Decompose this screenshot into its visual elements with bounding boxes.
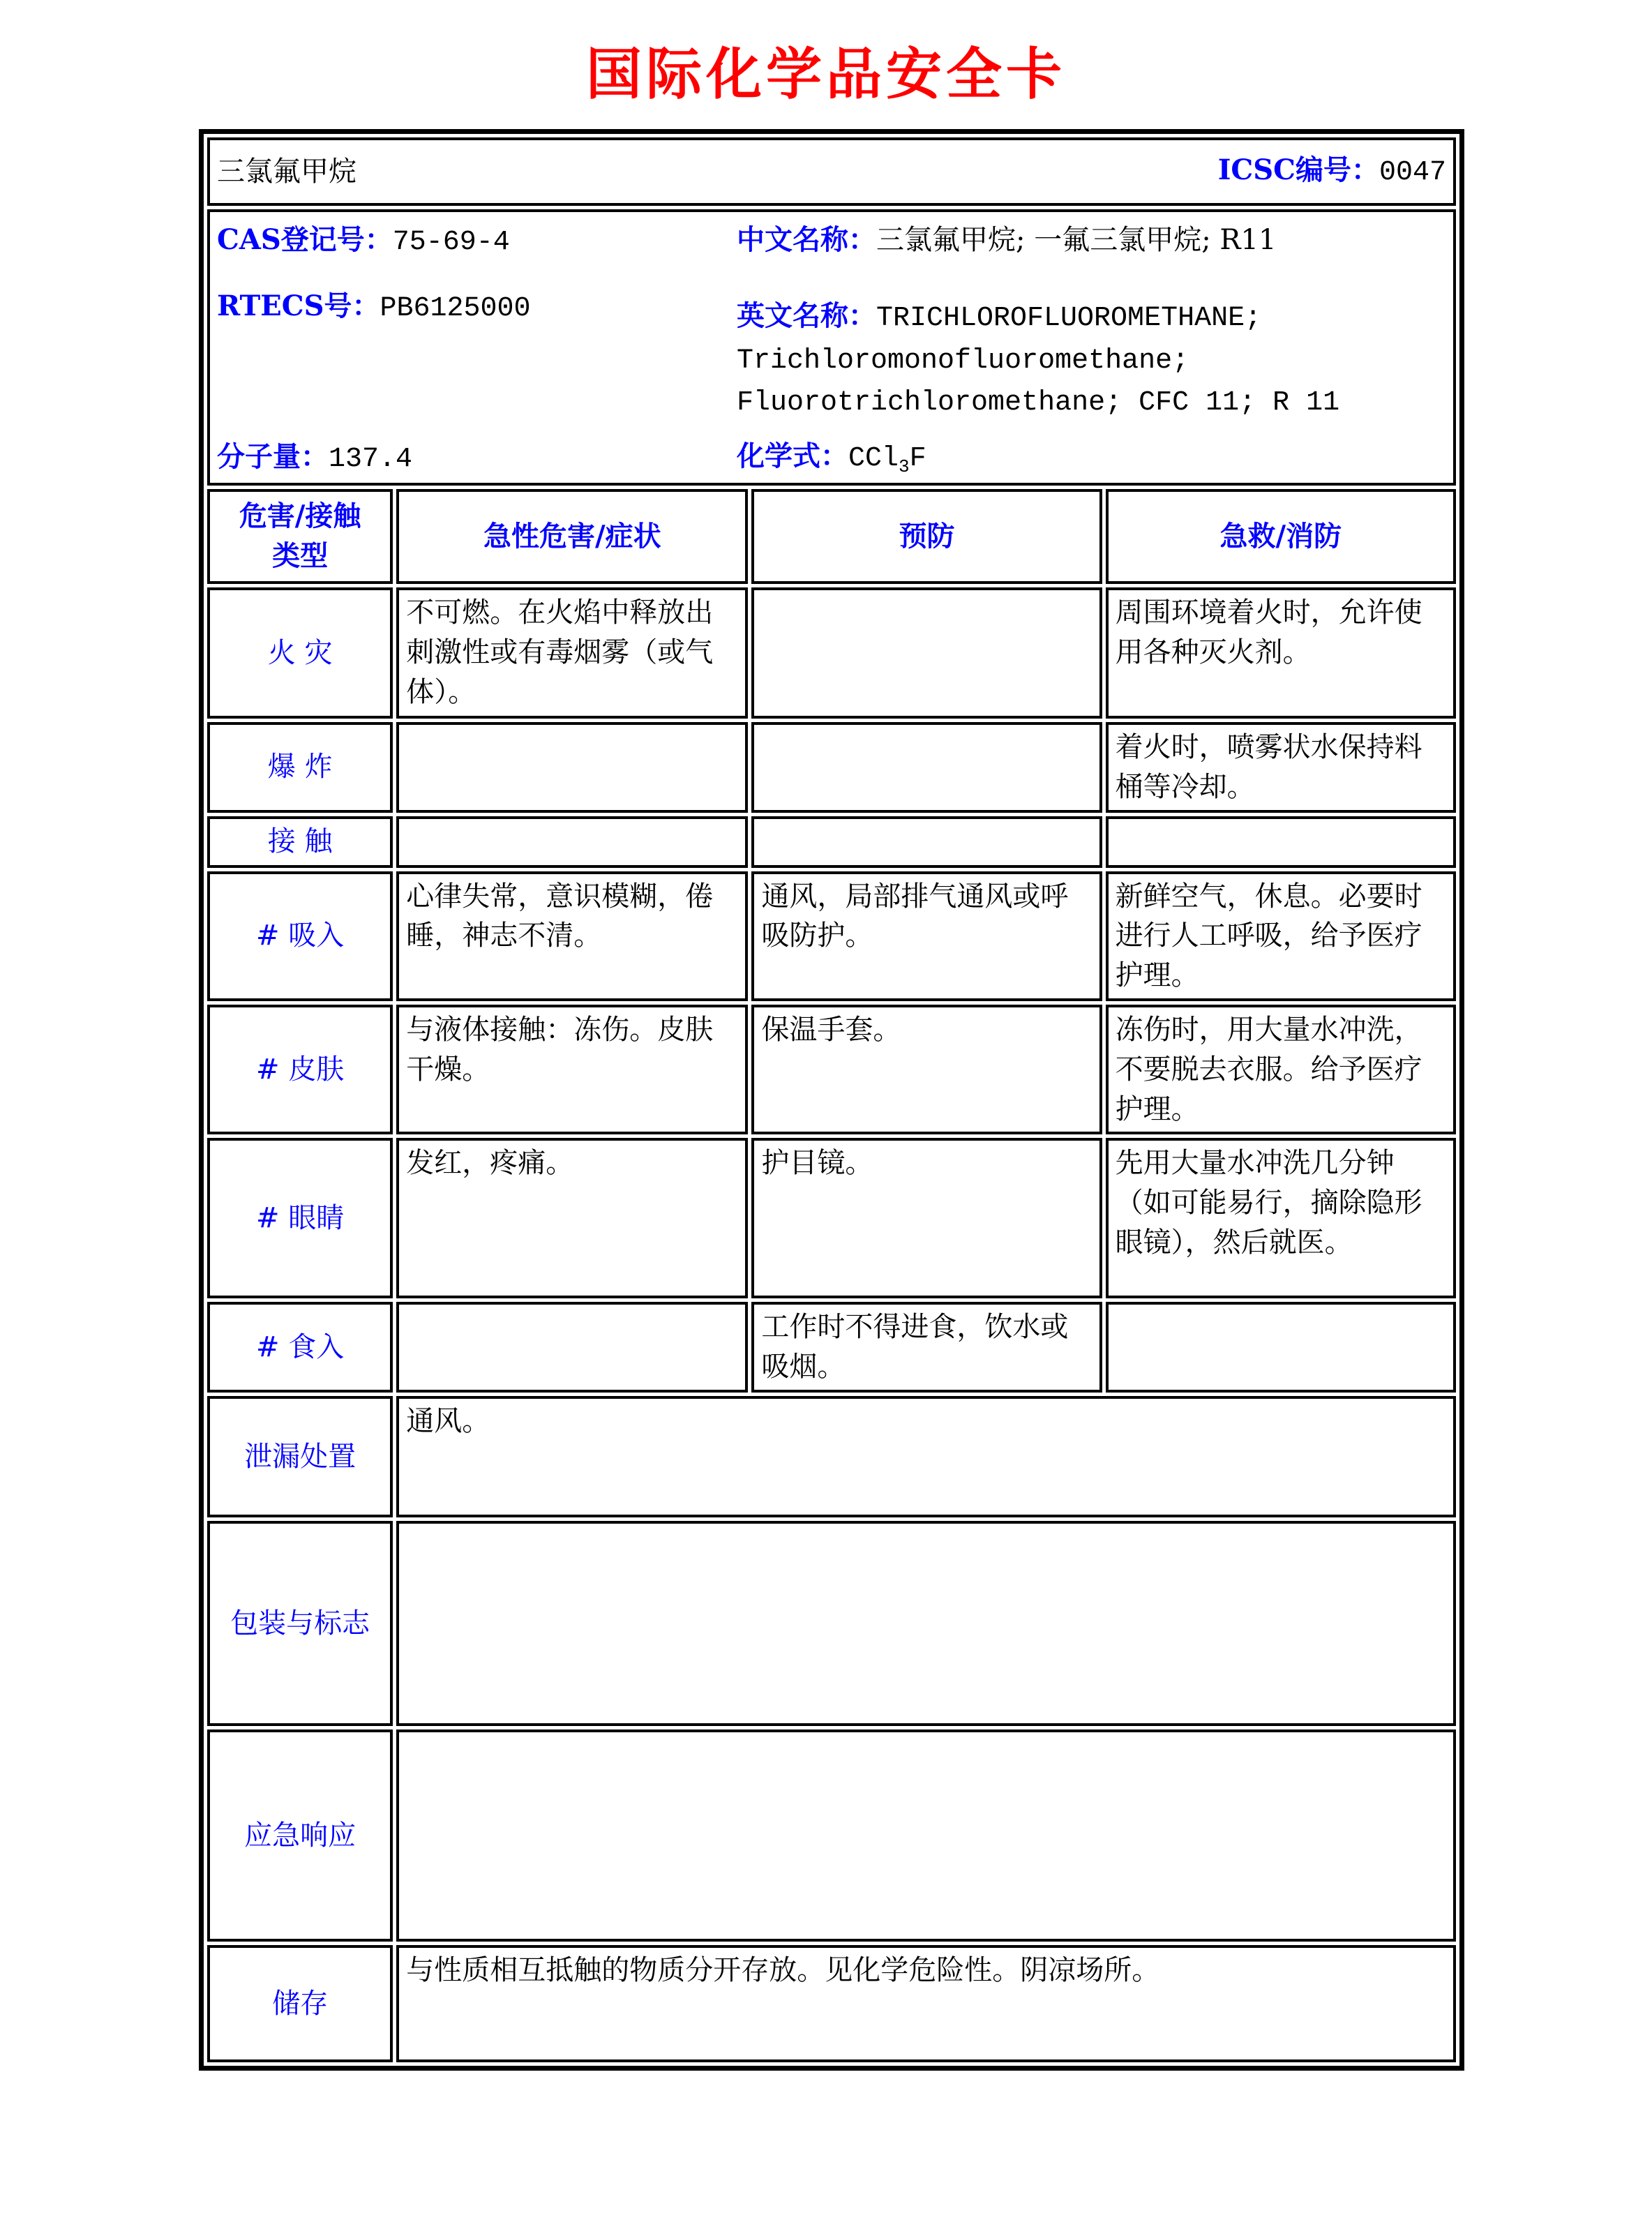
cas-label: CAS登记号： xyxy=(217,223,393,256)
explosion-symptoms-cell xyxy=(396,722,748,813)
table-row xyxy=(207,722,1456,813)
row-label-fire: 火 灾 xyxy=(207,587,393,719)
prevention-header: 预防 xyxy=(751,489,1102,584)
identifiers-row xyxy=(207,209,1456,486)
icsc-number-group xyxy=(1218,151,1446,193)
table-row xyxy=(207,1138,1456,1298)
molecular-weight-value: 137.4 xyxy=(329,444,413,476)
emergency-response-content xyxy=(396,1729,1456,1942)
row-label-skin: # 皮肤 xyxy=(207,1005,393,1134)
molecular-weight-label: 分子量： xyxy=(217,440,329,474)
table-row xyxy=(207,1945,1456,2062)
inhalation-prevention-cell: 通风，局部排气通风或呼吸防护。 xyxy=(751,871,1102,1001)
fire-firstaid-cell: 周围环境着火时，允许使用各种灭火剂。 xyxy=(1106,587,1456,719)
rtecs-label: RTECS号： xyxy=(217,289,380,322)
row-label-exposure: 接 触 xyxy=(207,816,393,868)
inhalation-firstaid-cell: 新鲜空气，休息。必要时进行人工呼吸，给予医疗护理。 xyxy=(1106,871,1456,1001)
rtecs-line xyxy=(217,287,737,329)
cas-line xyxy=(217,220,737,263)
row-label-spill-disposal: 泄漏处置 xyxy=(207,1396,393,1517)
explosion-firstaid-cell: 着火时，喷雾状水保持料桶等冷却。 xyxy=(1106,722,1456,813)
table-row xyxy=(207,1729,1456,1942)
row-label-storage: 储存 xyxy=(207,1945,393,2062)
exposure-prevention-cell xyxy=(751,816,1102,868)
chinese-name-value: 三氯氟甲烷; 一氟三氯甲烷; R11 xyxy=(876,224,1277,256)
icsc-number: 0047 xyxy=(1379,156,1446,188)
row-label-eyes: # 眼睛 xyxy=(207,1138,393,1298)
cas-value: 75-69-4 xyxy=(392,227,510,258)
formula-line xyxy=(737,437,1446,480)
eyes-prevention-cell: 护目镜。 xyxy=(751,1138,1102,1298)
eyes-firstaid-cell: 先用大量水冲洗几分钟（如可能易行，摘除隐形眼镜），然后就医。 xyxy=(1106,1138,1456,1298)
inhalation-symptoms-cell: 心律失常，意识模糊，倦睡，神志不清。 xyxy=(396,871,748,1001)
chemical-name: 三氯氟甲烷 xyxy=(217,155,356,188)
english-name-label: 英文名称： xyxy=(737,299,876,332)
firstaid-header: 急救/消防 xyxy=(1106,489,1456,584)
page-title: 国际化学品安全卡 xyxy=(586,42,1066,107)
hazard-type-header: 危害/接触 类型 xyxy=(207,489,393,584)
storage-content: 与性质相互抵触的物质分开存放。见化学危险性。阴凉场所。 xyxy=(396,1945,1456,2062)
identifiers-left-column xyxy=(217,215,737,480)
table-row xyxy=(207,816,1456,868)
eyes-symptoms-cell: 发红，疼痛。 xyxy=(396,1138,748,1298)
fire-symptoms-cell: 不可燃。在火焰中释放出刺激性或有毒烟雾（或气体）。 xyxy=(396,587,748,719)
table-row xyxy=(207,871,1456,1001)
table-row xyxy=(207,1005,1456,1134)
row-label-explosion: 爆 炸 xyxy=(207,722,393,813)
rtecs-value: PB6125000 xyxy=(380,292,531,324)
skin-firstaid-cell: 冻伤时，用大量水冲洗，不要脱去衣服。给予医疗护理。 xyxy=(1106,1005,1456,1134)
chinese-name-line xyxy=(737,220,1446,260)
skin-symptoms-cell: 与液体接触：冻伤。皮肤干燥。 xyxy=(396,1005,748,1134)
ingestion-firstaid-cell xyxy=(1106,1302,1456,1393)
exposure-firstaid-cell xyxy=(1106,816,1456,868)
table-row xyxy=(207,1521,1456,1726)
table-header-row xyxy=(207,489,1456,584)
table-row xyxy=(207,587,1456,719)
row-label-packaging: 包装与标志 xyxy=(207,1521,393,1726)
formula-value: CCl$_3$F xyxy=(848,443,926,478)
exposure-symptoms-cell xyxy=(396,816,748,868)
table-row xyxy=(207,1302,1456,1393)
spill-disposal-content: 通风。 xyxy=(396,1396,1456,1517)
chinese-name-label: 中文名称： xyxy=(737,223,876,256)
explosion-prevention-cell xyxy=(751,722,1102,813)
molecular-weight-line xyxy=(217,437,737,480)
row-label-emergency-response: 应急响应 xyxy=(207,1729,393,1942)
english-name-block xyxy=(737,297,1446,423)
symptoms-header: 急性危害/症状 xyxy=(396,489,748,584)
safety-card-table xyxy=(199,129,1464,2071)
ingestion-prevention-cell: 工作时不得进食，饮水或吸烟。 xyxy=(751,1302,1102,1393)
ingestion-symptoms-cell xyxy=(396,1302,748,1393)
row-label-ingestion: # 食入 xyxy=(207,1302,393,1393)
formula-label: 化学式： xyxy=(737,440,848,473)
row-label-inhalation: # 吸入 xyxy=(207,871,393,1001)
name-row xyxy=(207,137,1456,206)
skin-prevention-cell: 保温手套。 xyxy=(751,1005,1102,1134)
icsc-label: ICSC编号： xyxy=(1217,153,1379,186)
english-name-value: TRICHLOROFLUOROMETHANE; Trichloromonofluoromethane; Fluorotrichloromethane; CFC 11; R 11 xyxy=(737,302,1340,419)
identifiers-right-column xyxy=(737,215,1446,480)
table-row xyxy=(207,1396,1456,1517)
fire-prevention-cell xyxy=(751,587,1102,719)
packaging-content xyxy=(396,1521,1456,1726)
